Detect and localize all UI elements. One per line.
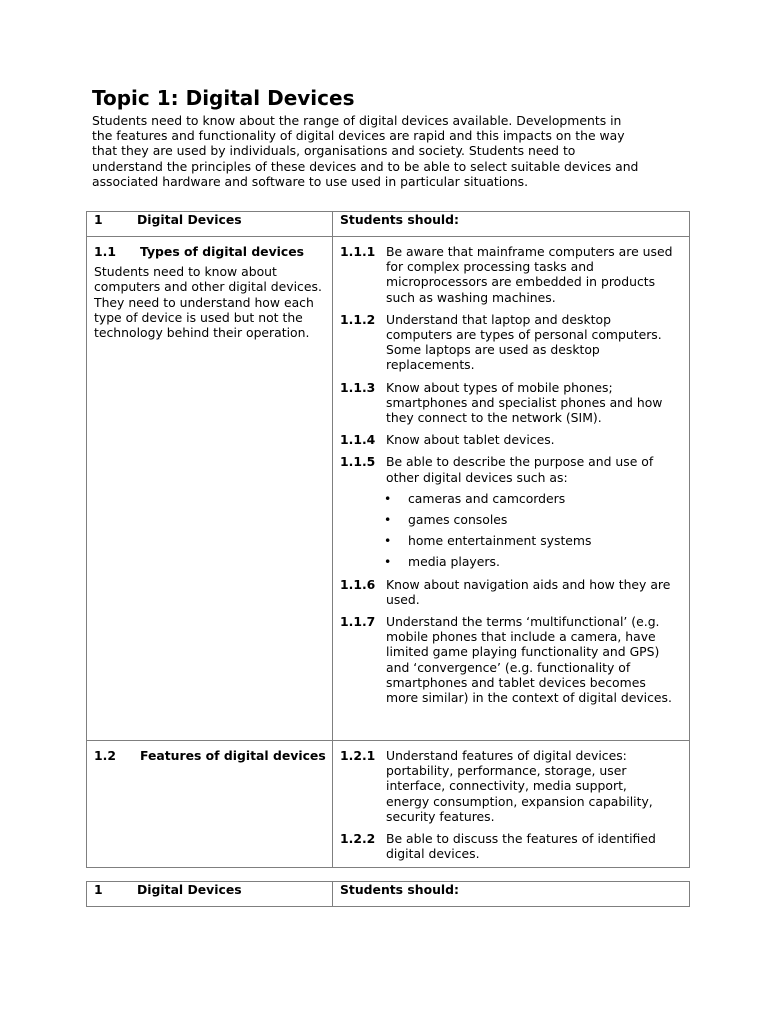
intro-line: the features and functionality of digital devices are rapid and this impacts on the way: [92, 128, 625, 144]
item-text: Know about navigation aids and how they are used.: [386, 576, 671, 607]
intro-line: that they are used by individuals, organisations and society. Students need to: [92, 143, 576, 159]
list-item: [340, 312, 689, 373]
section-title: [94, 244, 332, 259]
item-code: 1.1.3: [340, 379, 376, 395]
bullet-item: • media players.: [340, 554, 689, 569]
item-text: Understand features of digital devices: portability, performance, storage, user interface, connectivity, media support, energy consumption, expansion capability, security features.: [386, 748, 653, 824]
page-title: Topic 1: Digital Devices: [92, 86, 355, 110]
objectives-cell: [333, 237, 690, 741]
bullet-item: • games consoles: [340, 512, 689, 527]
section-title: [94, 748, 332, 763]
spec-table: [86, 211, 690, 868]
header-students-should: Students should:: [333, 212, 690, 237]
header-title: Digital Devices: [137, 882, 242, 897]
header-number: 1: [94, 882, 103, 897]
list-item: [340, 432, 689, 447]
section-number: 1.1: [94, 244, 116, 259]
section-number: 1.2: [94, 748, 116, 763]
item-text: Be able to discuss the features of identified digital devices.: [386, 831, 656, 862]
section-name: Types of digital devices: [140, 244, 305, 259]
list-item: [340, 831, 689, 861]
list-item: [340, 577, 689, 607]
intro-paragraph: [92, 113, 692, 189]
item-text: Understand that laptop and desktop computers are types of personal computers. Some laptops are used as desktop replacements.: [386, 311, 662, 373]
section-name: Features of digital devices: [140, 748, 326, 763]
objectives-cell: [333, 741, 690, 868]
table-header-row: [87, 882, 690, 907]
list-item: [340, 748, 689, 824]
item-code: 1.2.1: [340, 748, 376, 763]
item-text: Know about tablet devices.: [386, 432, 555, 448]
bullet-list: [340, 491, 689, 570]
list-item: [340, 380, 689, 426]
intro-line: understand the principles of these devices and to be able to select suitable devices and: [92, 158, 639, 174]
header-number: 1: [94, 212, 103, 227]
item-code: 1.1.4: [340, 432, 376, 448]
table-row: [87, 741, 690, 868]
item-code: 1.1.7: [340, 614, 376, 630]
header-topic-cell: [87, 882, 333, 907]
item-code: 1.1.2: [340, 311, 376, 327]
table-header-row: [87, 212, 690, 237]
bullet-item: • cameras and camcorders: [340, 491, 689, 506]
item-text: Be able to describe the purpose and use of other digital devices such as:: [386, 454, 654, 485]
list-item: [340, 244, 689, 305]
section-description: Students need to know about computers and other digital devices. They need to understand how each type of device is used but not the technology behind their operation.: [94, 264, 322, 341]
list-item: [340, 614, 689, 705]
item-code: 1.2.2: [340, 831, 376, 847]
item-text: Be aware that mainframe computers are used for complex processing tasks and microprocessors are embedded in products such as washing machines.: [386, 244, 673, 305]
item-code: 1.1.6: [340, 576, 376, 592]
header-students-should: Students should:: [333, 882, 690, 907]
header-topic-cell: [87, 212, 333, 237]
item-text: Know about types of mobile phones; smartphones and specialist phones and how they connect to the network (SIM).: [386, 379, 663, 426]
section-cell: [87, 237, 333, 741]
header-title: Digital Devices: [137, 212, 242, 227]
item-text: Understand the terms ‘multifunctional’ (e.g. mobile phones that include a camera, have limited game playing functionality and GPS) and ‘convergence’ (e.g. functionality of smartphones and tablet devices becomes more similar) in the context of digital devices.: [386, 614, 672, 706]
item-code: 1.1.1: [340, 244, 376, 259]
intro-line: Students need to know about the range of digital devices available. Developments in: [92, 113, 622, 128]
continued-table: [86, 881, 690, 907]
table-row: [87, 237, 690, 741]
list-item: [340, 454, 689, 484]
intro-line: associated hardware and software to use used in particular situations.: [92, 173, 529, 189]
bullet-item: • home entertainment systems: [340, 533, 689, 548]
item-code: 1.1.5: [340, 454, 376, 470]
section-cell: [87, 741, 333, 868]
